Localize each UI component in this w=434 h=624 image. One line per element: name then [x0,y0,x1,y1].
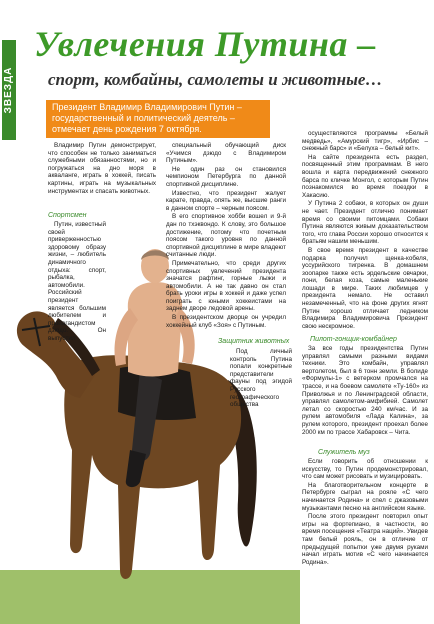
col2-paragraph-2: Не один раз он становился чемпионом Петербурга по данной спортивной дисциплине. [166,165,286,188]
column3-music [302,458,428,567]
column3-animals [302,130,428,331]
column2-intro [166,142,286,330]
col3-music-paragraph-1: Если говорить об отношении к искусству, то Путин продемонстрировал, что сам может рисовать и музицировать. [302,458,428,481]
subheadline: спорт, комбайны, самолеты и животные… [48,70,383,89]
column3-pilot [302,345,428,437]
col3-paragraph-4: В свое время президент в качестве подарка получил щенка-кобеля, уссурийского тигренка. В домашнем зоопарке также есть эрдельские овчарки, пони, белая коза, самые маленькие лошади в мире. Таких любимцев у президента немало. Не оставил незамеченный, что на фоне других ягнят Путин хорошо отличает ледником Владимира Владимировича Президент свою нескромное. [302,246,428,330]
subhead-sport: Спортсмен [48,212,87,219]
subhead-animals: Защитник животных [218,338,290,345]
col2-paragraph-1: специальный обучающий диск «Учимся дзюдо с Владимиром Путиным». [166,142,286,165]
col2-animals-paragraph: Под личный контроль Путина попали конкретные представители фауны под эгидой Русского географического общества [230,348,292,409]
subhead-music: Служитель муз [318,449,370,456]
headline: Увлечения Путина – [34,24,376,64]
col2-paragraph-6: В президентском дворце он учредил хоккейный клуб «Зоя» с Путиным. [166,314,286,329]
col2-paragraph-4: В его спортивное хобби вошел и 9-й дан по тхэквондо. К слову, это большое достижение, потому что почетным поясом такого уровня по данной спортивной дисциплине в мире владеют считанные люди. [166,213,286,259]
column2-animals [230,348,292,410]
column1-intro [48,142,156,196]
col2-paragraph-5: Примечательно, что среди других спортивных увлечений президента значатся рафтинг, горные лыжи и автомобили. А не так давно он стал брать уроки игры в хоккей и даже успел поиграть с юными хоккеистами на заднем дворе ледовой арены. [166,259,286,313]
lead-box: Президент Владимир Владимирович Путин – государственный и политический деятель – отмечает день рождения 7 октября. [46,100,270,138]
subhead-pilot: Пилот-гонщик-комбайнер [310,336,397,343]
col3-paragraph-1: осуществляются программы «Белый медведь», «Амурский тигр», «Ирбис – снежный барс» и «Белуха – белый кит». [302,130,428,153]
grass [0,570,300,624]
col3-paragraph-3: У Путина 2 собаки, в которых он души не чает. Президент отлично понимает время со своими питомцами. Собаки Путина являются живым доказательством того, что глава России хорошо относится к братьям нашим меньшим. [302,200,428,246]
column1-sport [48,221,106,344]
col2-paragraph-3: Известно, что президент жалует карате, правда, опять же, высшие ранги в данном спорте – черным поясом. [166,189,286,212]
col1-intro-paragraph: Владимир Путин демонстрирует, что способен не только заниматься служебными обязанностями, но и погружаться на дно моря в акваланге, играть в хоккей, писать картины, играть на музыкальных инструментах и спасать животных. [48,142,156,195]
section-tab-label: ЗВЕЗДА [3,66,14,114]
col3-music-paragraph-2: На благотворительном концерте в Петербурге сыграл на рояле «С чего начинается Родина» и спел с джазовыми музыкантами песню на английском языке. [302,481,428,512]
col3-music-paragraph-3: После этого президент повторил опыт игры на фортепиано, в частности, во время посещения «Театра наций». Увидев там белый рояль, он в отличие от предыдущей попытки уже двумя руками начал играть мотив «С чего начинается Родина». [302,513,428,566]
section-tab [2,40,16,140]
col3-paragraph-2: На сайте президента есть раздел, посвященный этим программам. В него вошла и карта передвижений снежного барса по кличке Монгол, с которым Путин познакомился во время поездки в Хакасию. [302,153,428,199]
col1-sport-paragraph: Путин, известный своей приверженностью здоровому образу жизни, – любитель динамичного отдыха: спорт, рыбалка, автомобили. Российский президент является большим любителем и пропагандистом дзюдо. Он выпустил [48,221,106,342]
col3-pilot-paragraph: За все годы президентства Путин управлял самыми разными видами техники. Это комбайн, управлял вертолетом, был в 6 тонн земли. В болиде «Формулы-1» с ветерком промчался на трассе, и на боевом самолете «Ту-160» из Приволжья и по Ленинградской области, управлял самолетом-амфибией. Самолет летал со скоростью 240 км/час. И за рулем автомобиля «Лада Калина», за рулем которого, президент проехал более 2000 км по трассе Хабаровск – Чита. [302,345,428,436]
